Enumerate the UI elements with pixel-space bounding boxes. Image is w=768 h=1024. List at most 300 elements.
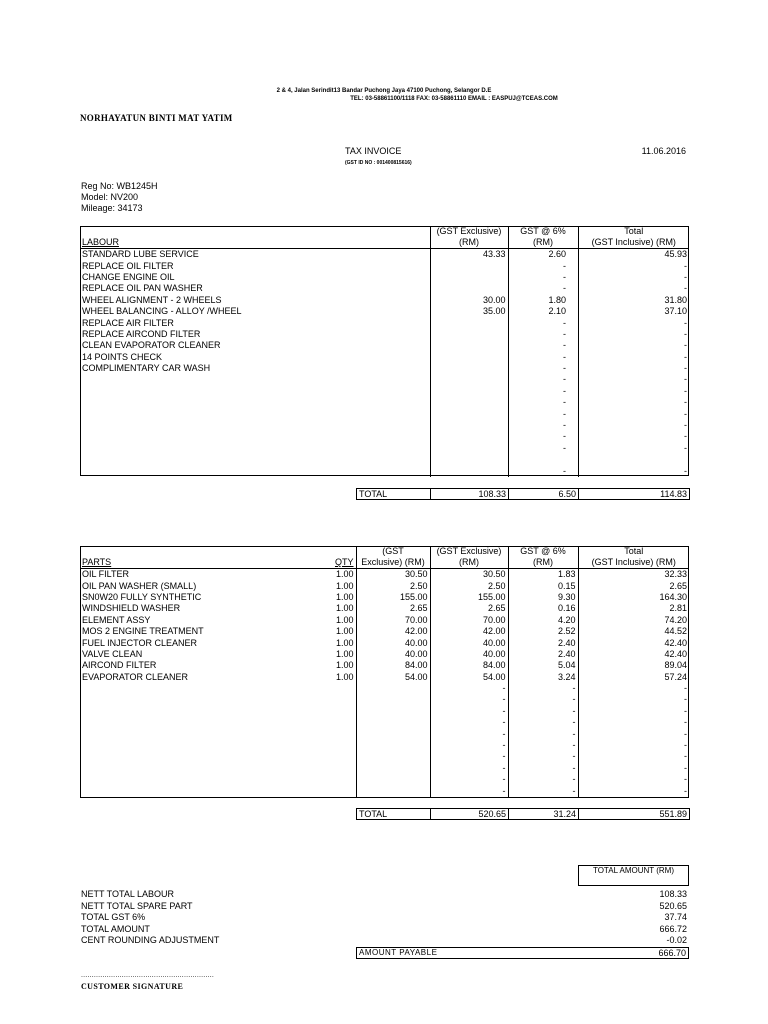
parts-row	[80, 580, 689, 591]
parts-gst: -	[508, 694, 578, 705]
parts-unit-price	[356, 763, 430, 774]
parts-total: -	[578, 763, 689, 774]
gst-id: (GST ID NO : 001400815616)	[345, 160, 412, 166]
parts-desc	[80, 774, 276, 785]
labour-gst	[508, 454, 568, 465]
labour-row	[80, 352, 689, 363]
parts-gst: -	[508, 785, 578, 796]
parts-unit-price: 84.00	[356, 660, 430, 671]
parts-qty	[276, 751, 356, 762]
summary-line	[81, 924, 689, 936]
signature-label: CUSTOMER SIGNATURE	[81, 982, 184, 991]
summary-line	[81, 935, 689, 947]
summary-line	[81, 901, 689, 913]
parts-gst: 0.15	[508, 580, 578, 591]
parts-total-total: 551.89	[579, 809, 690, 820]
parts-desc: ELEMENT ASSY	[82, 614, 151, 625]
parts-desc: OIL FILTER	[82, 569, 130, 580]
labour-gst: -	[508, 386, 568, 397]
parts-qty	[276, 785, 356, 796]
labour-row	[80, 306, 689, 317]
summary-label: NETT TOTAL SPARE PART	[81, 900, 193, 911]
parts-total: -	[578, 774, 689, 785]
labour-gst: -	[508, 431, 568, 442]
summary-lines	[81, 889, 689, 947]
parts-row	[80, 592, 689, 603]
parts-unit-price: 70.00	[356, 615, 430, 626]
parts-excl: 54.00	[430, 672, 508, 683]
parts-gst: 3.24	[508, 672, 578, 683]
parts-total: -	[578, 683, 689, 694]
labour-excl	[430, 454, 508, 465]
parts-unit-price: 40.00	[356, 649, 430, 660]
labour-row	[80, 408, 689, 419]
parts-row	[80, 785, 689, 796]
parts-unit-price: 42.00	[356, 626, 430, 637]
parts-unit-price	[356, 751, 430, 762]
parts-excl-unit: (RM)	[459, 557, 479, 567]
parts-qty: 1.00	[335, 591, 354, 602]
labour-row	[80, 340, 689, 351]
labour-total: -	[578, 420, 689, 431]
parts-unit-price	[356, 717, 430, 728]
parts-excl: 84.00	[430, 660, 508, 671]
labour-row	[80, 397, 689, 408]
labour-excl	[430, 363, 508, 374]
labour-excl	[430, 420, 508, 431]
parts-unit-price	[356, 740, 430, 751]
parts-total-gst: 31.24	[509, 809, 579, 820]
labour-row	[80, 386, 689, 397]
parts-qty: 1.00	[335, 637, 354, 648]
parts-desc	[80, 683, 276, 694]
labour-total: -	[578, 329, 689, 340]
labour-excl	[430, 340, 508, 351]
vehicle-mileage: Mileage: 34173	[81, 203, 143, 213]
parts-unit-price	[356, 728, 430, 739]
parts-excl: 2.65	[430, 603, 508, 614]
labour-row	[80, 454, 689, 465]
labour-desc	[80, 374, 430, 385]
parts-row	[80, 717, 689, 728]
labour-excl	[430, 386, 508, 397]
parts-excl: 30.50	[430, 569, 508, 581]
summary-line	[81, 889, 689, 901]
summary-label: CENT ROUNDING ADJUSTMENT	[81, 935, 220, 945]
parts-row	[80, 751, 689, 762]
labour-excl	[430, 283, 508, 294]
labour-desc	[80, 386, 430, 397]
labour-gst: -	[508, 363, 568, 374]
parts-gst: 9.30	[508, 592, 578, 603]
labour-row	[80, 443, 689, 454]
parts-excl: -	[430, 706, 508, 717]
parts-unit-price	[356, 683, 430, 694]
labour-table	[80, 226, 689, 477]
summary-label: TOTAL GST 6%	[81, 912, 146, 922]
parts-total: -	[578, 740, 689, 751]
labour-desc: WHEEL ALIGNMENT - 2 WHEELS	[82, 294, 222, 305]
parts-gst: -	[508, 683, 578, 694]
parts-row	[80, 774, 689, 785]
labour-desc	[80, 408, 430, 419]
labour-desc: WHEEL BALANCING - ALLOY /WHEEL	[82, 306, 242, 317]
parts-unit-price: 54.00	[356, 672, 430, 683]
labour-total: -	[578, 374, 689, 385]
parts-excl: 40.00	[430, 649, 508, 660]
labour-excl: 30.00	[430, 295, 508, 306]
parts-excl: -	[430, 694, 508, 705]
labour-row	[80, 363, 689, 374]
parts-total: -	[578, 717, 689, 728]
parts-desc	[80, 785, 276, 796]
labour-desc: CLEAN EVAPORATOR CLEANER	[82, 340, 221, 351]
labour-excl-header: (GST Exclusive)	[436, 226, 502, 236]
labour-total-unit: (GST Inclusive) (RM)	[591, 237, 676, 247]
labour-gst: -	[508, 317, 568, 328]
parts-unit-subheader: Exclusive) (RM)	[361, 557, 425, 567]
labour-gst: -	[508, 420, 568, 431]
parts-row	[80, 740, 689, 751]
summary-value: 37.74	[664, 912, 687, 922]
parts-qty	[276, 706, 356, 717]
labour-gst: -	[508, 283, 568, 294]
labour-row	[80, 374, 689, 385]
parts-excl: -	[430, 740, 508, 751]
labour-desc	[80, 397, 430, 408]
parts-qty	[276, 740, 356, 751]
labour-desc: REPLACE OIL FILTER	[82, 260, 174, 271]
labour-desc	[80, 420, 430, 431]
parts-gst: -	[508, 763, 578, 774]
labour-total-row	[356, 488, 690, 500]
parts-gst-unit: (RM)	[533, 557, 553, 567]
parts-excl: -	[430, 717, 508, 728]
parts-unit-price: 155.00	[356, 592, 430, 603]
labour-excl-unit: (RM)	[459, 237, 479, 247]
amount-payable-value: 666.70	[658, 948, 686, 958]
vehicle-reg: Reg No: WB1245H	[81, 181, 158, 191]
parts-total: 42.40	[578, 637, 689, 648]
labour-total: -	[578, 408, 689, 419]
summary-line	[81, 912, 689, 924]
labour-total: -	[578, 283, 689, 294]
parts-gst: -	[508, 728, 578, 739]
parts-gst-header: GST @ 6%	[520, 546, 566, 556]
parts-excl: -	[430, 728, 508, 739]
parts-excl: -	[430, 751, 508, 762]
labour-total-excl: 108.33	[431, 489, 509, 500]
parts-gst: -	[508, 740, 578, 751]
labour-gst: -	[508, 408, 568, 419]
parts-gst: 2.40	[508, 649, 578, 660]
parts-total: 74.20	[578, 615, 689, 626]
labour-total-header: Total	[624, 226, 644, 236]
labour-total-gst: 6.50	[509, 489, 579, 500]
labour-gst: -	[508, 272, 568, 283]
parts-total: -	[578, 706, 689, 717]
labour-total: -	[578, 443, 689, 454]
labour-row	[80, 420, 689, 431]
parts-row	[80, 728, 689, 739]
parts-qty	[276, 683, 356, 694]
labour-desc	[80, 454, 430, 465]
parts-row	[80, 615, 689, 626]
parts-qty: 1.00	[335, 580, 354, 591]
vehicle-model: Model: NV200	[81, 192, 139, 202]
labour-excl	[430, 443, 508, 454]
labour-excl	[430, 352, 508, 363]
parts-unit-price: 2.65	[356, 603, 430, 614]
labour-total: -	[578, 363, 689, 374]
parts-desc: SN0W20 FULLY SYNTHETIC	[82, 591, 202, 602]
parts-row	[80, 626, 689, 637]
parts-excl: 70.00	[430, 615, 508, 626]
labour-total: -	[578, 272, 689, 283]
parts-gst: 0.16	[508, 603, 578, 614]
parts-gst: -	[508, 717, 578, 728]
parts-qty: 1.00	[335, 671, 354, 682]
parts-heading: PARTS	[82, 557, 112, 567]
parts-total-label: TOTAL	[357, 809, 431, 820]
labour-excl: 35.00	[430, 306, 508, 317]
labour-row	[80, 260, 689, 271]
labour-row	[80, 431, 689, 442]
parts-row	[80, 683, 689, 694]
parts-desc	[80, 728, 276, 739]
labour-excl	[430, 408, 508, 419]
labour-desc: STANDARD LUBE SERVICE	[82, 249, 199, 260]
parts-row	[80, 637, 689, 648]
parts-total-header: Total	[624, 546, 644, 556]
parts-excl: 2.50	[430, 580, 508, 591]
summary-value: -0.02	[666, 935, 687, 945]
labour-gst: 2.60	[508, 249, 568, 261]
labour-desc: 14 POINTS CHECK	[82, 351, 163, 362]
parts-desc	[80, 717, 276, 728]
labour-total: -	[578, 386, 689, 397]
parts-excl: -	[430, 763, 508, 774]
parts-header-row	[80, 546, 689, 569]
labour-gst: -	[508, 352, 568, 363]
parts-desc	[80, 706, 276, 717]
labour-row	[80, 295, 689, 306]
labour-total: -	[578, 340, 689, 351]
parts-excl: -	[430, 774, 508, 785]
labour-total: -	[578, 352, 689, 363]
signature-line: ..............................................................	[81, 972, 214, 979]
parts-unit-price: 2.50	[356, 580, 430, 591]
labour-excl	[430, 465, 508, 476]
parts-row	[80, 672, 689, 683]
labour-gst: -	[508, 465, 568, 476]
parts-row	[80, 706, 689, 717]
labour-gst-header: GST @ 6%	[520, 226, 566, 236]
parts-total: -	[578, 751, 689, 762]
labour-gst: -	[508, 329, 568, 340]
parts-unit-price: 40.00	[356, 637, 430, 648]
parts-gst: 1.83	[508, 569, 578, 581]
labour-excl	[430, 374, 508, 385]
labour-excl	[430, 431, 508, 442]
labour-row	[80, 272, 689, 283]
parts-unit-price	[356, 785, 430, 796]
parts-total-excl: 520.65	[431, 809, 509, 820]
parts-unit-price	[356, 706, 430, 717]
labour-gst: -	[508, 397, 568, 408]
labour-gst: -	[508, 374, 568, 385]
parts-qty: 1.00	[335, 603, 354, 614]
amount-payable-row	[356, 947, 689, 959]
parts-total: 2.65	[578, 580, 689, 591]
parts-total-unit: (GST Inclusive) (RM)	[591, 557, 676, 567]
labour-total: -	[578, 260, 689, 271]
parts-qty: 1.00	[335, 569, 354, 580]
labour-desc	[80, 465, 430, 476]
parts-gst: 4.20	[508, 615, 578, 626]
labour-gst: -	[508, 260, 568, 271]
parts-total-row	[356, 808, 690, 820]
labour-gst-unit: (RM)	[533, 237, 553, 247]
labour-total	[578, 454, 689, 465]
parts-desc: AIRCOND FILTER	[82, 660, 157, 671]
invoice-date: 11.06.2016	[641, 146, 686, 156]
parts-total: 164.30	[578, 592, 689, 603]
labour-excl	[430, 260, 508, 271]
labour-excl	[430, 329, 508, 340]
labour-total: -	[578, 431, 689, 442]
parts-desc: OIL PAN WASHER (SMALL)	[82, 580, 197, 591]
labour-total: -	[578, 397, 689, 408]
labour-row	[80, 283, 689, 294]
labour-header-row	[80, 226, 689, 249]
parts-qty-header: QTY	[334, 557, 354, 567]
labour-row	[80, 249, 689, 261]
parts-gst: -	[508, 706, 578, 717]
labour-desc: COMPLIMENTARY CAR WASH	[82, 363, 211, 374]
parts-desc: MOS 2 ENGINE TREATMENT	[82, 626, 204, 637]
parts-table	[80, 546, 689, 797]
parts-qty	[276, 774, 356, 785]
labour-heading: LABOUR	[82, 237, 120, 247]
company-address: 2 & 4, Jalan Serindit13 Bandar Puchong Jaya 47100 Puchong, Selangor D.E	[276, 88, 492, 94]
parts-qty	[276, 728, 356, 739]
parts-row	[80, 660, 689, 671]
parts-excl: -	[430, 785, 508, 796]
labour-excl: 43.33	[430, 249, 508, 261]
labour-excl	[430, 272, 508, 283]
parts-excl: 40.00	[430, 637, 508, 648]
parts-desc: FUEL INJECTOR CLEANER	[82, 637, 198, 648]
summary-label: TOTAL AMOUNT	[81, 923, 150, 934]
labour-total-label: TOTAL	[357, 489, 431, 500]
customer-name: NORHAYATUN BINTI MAT YATIM	[80, 113, 233, 123]
parts-qty	[276, 763, 356, 774]
parts-row	[80, 569, 689, 581]
labour-total: 31.80	[578, 295, 689, 306]
labour-gst: 2.10	[508, 306, 568, 317]
parts-excl: 42.00	[430, 626, 508, 637]
parts-desc: WINDSHIELD WASHER	[82, 603, 181, 614]
labour-desc	[80, 431, 430, 442]
labour-gst: -	[508, 340, 568, 351]
parts-gst: 5.04	[508, 660, 578, 671]
parts-excl-header: (GST Exclusive)	[436, 546, 502, 556]
parts-excl: 155.00	[430, 592, 508, 603]
labour-row	[80, 465, 689, 476]
labour-desc: REPLACE AIRCOND FILTER	[82, 328, 201, 339]
summary-value: 108.33	[659, 889, 687, 899]
parts-unit-price	[356, 774, 430, 785]
labour-row	[80, 317, 689, 328]
amount-payable-label: AMOUNT PAYABLE	[359, 948, 438, 957]
parts-total: 44.52	[578, 626, 689, 637]
parts-total: -	[578, 785, 689, 796]
parts-desc	[80, 751, 276, 762]
labour-total-total: 114.83	[579, 489, 690, 500]
parts-gst: -	[508, 774, 578, 785]
parts-excl: -	[430, 683, 508, 694]
parts-desc	[80, 763, 276, 774]
labour-excl	[430, 317, 508, 328]
parts-gst: 2.52	[508, 626, 578, 637]
parts-total: 42.40	[578, 649, 689, 660]
labour-gst: -	[508, 443, 568, 454]
labour-total: -	[578, 317, 689, 328]
parts-desc	[80, 694, 276, 705]
summary-value: 520.65	[659, 900, 687, 911]
summary-header: TOTAL AMOUNT (RM)	[592, 866, 675, 875]
labour-desc: REPLACE OIL PAN WASHER	[82, 283, 203, 294]
parts-qty	[276, 717, 356, 728]
parts-unit-price: 30.50	[356, 569, 430, 581]
labour-desc: CHANGE ENGINE OIL	[82, 271, 175, 282]
parts-row	[80, 649, 689, 660]
parts-total: 89.04	[578, 660, 689, 671]
parts-desc: VALVE CLEAN	[82, 648, 143, 659]
invoice-title: TAX INVOICE	[345, 146, 402, 156]
labour-desc	[80, 443, 430, 454]
parts-desc	[80, 740, 276, 751]
parts-total: 32.33	[578, 569, 689, 581]
parts-total: -	[578, 728, 689, 739]
parts-qty: 1.00	[335, 660, 354, 671]
labour-excl	[430, 397, 508, 408]
parts-qty: 1.00	[335, 614, 354, 625]
parts-total: 57.24	[578, 672, 689, 683]
summary-value: 666.72	[659, 923, 687, 934]
parts-qty: 1.00	[335, 626, 354, 637]
parts-row	[80, 603, 689, 614]
labour-total: 45.93	[578, 249, 689, 261]
labour-total: 37.10	[578, 306, 689, 317]
parts-row	[80, 694, 689, 705]
parts-qty	[276, 694, 356, 705]
labour-total: -	[578, 465, 689, 476]
parts-unit-header: (GST	[382, 546, 404, 556]
summary-header-box	[578, 865, 689, 886]
parts-total: -	[578, 694, 689, 705]
parts-row	[80, 763, 689, 774]
company-contact: TEL: 03-58861100/1118 FAX: 03-58861110 EMAIL : EASPUJ@TCEAS.COM	[350, 96, 558, 102]
labour-row	[80, 329, 689, 340]
parts-gst: 2.40	[508, 637, 578, 648]
summary-label: NETT TOTAL LABOUR	[81, 889, 175, 899]
labour-gst: 1.80	[508, 295, 568, 306]
parts-unit-price	[356, 694, 430, 705]
parts-qty: 1.00	[335, 648, 354, 659]
parts-desc: EVAPORATOR CLEANER	[82, 671, 189, 682]
